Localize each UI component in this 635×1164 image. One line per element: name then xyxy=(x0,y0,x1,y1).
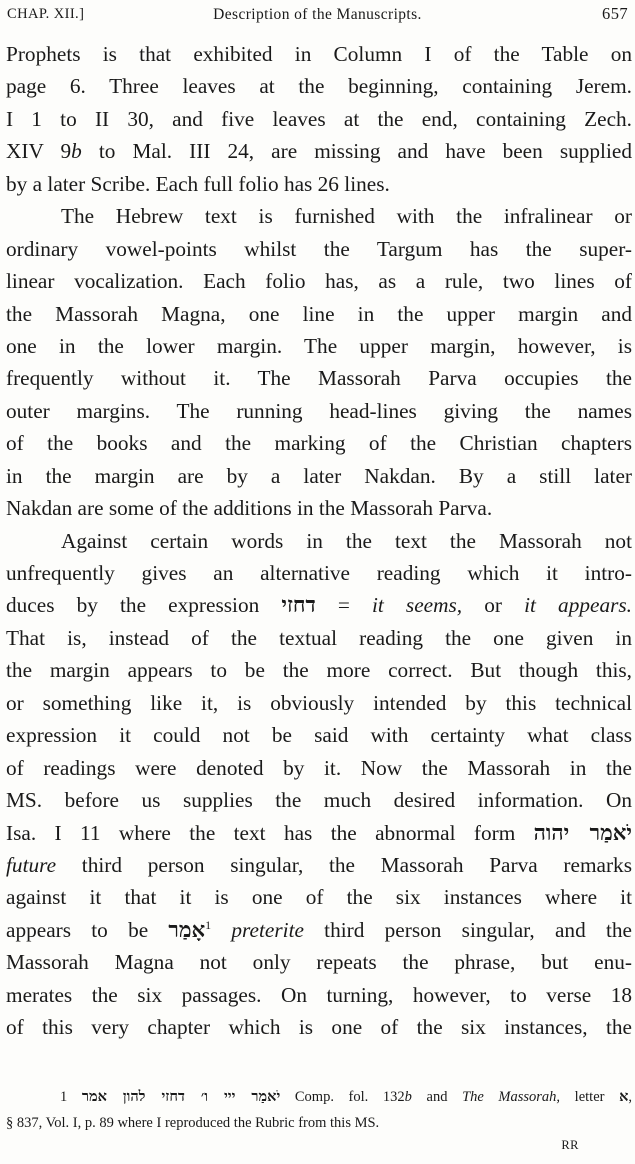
text-run: 1 xyxy=(60,1089,82,1105)
text-run: one in the lower margin. The upper margin, however, is xyxy=(6,333,632,358)
text-run: or something like it, is obviously intended by this technical xyxy=(6,690,632,715)
text-run: That is, instead of the textual reading the one given in xyxy=(6,625,632,650)
text-run xyxy=(211,918,231,942)
text-run: in the margin are by a later Nakdan. By a still later xyxy=(6,463,632,488)
text-run: Isa. I 11 where the text has the abnormal form xyxy=(6,820,534,845)
running-title: Description of the Manuscripts. xyxy=(213,6,422,23)
text-run: = xyxy=(315,593,372,618)
text-run: duces by the expression xyxy=(6,593,282,618)
text-line xyxy=(6,298,632,330)
text-run: merates the six passages. On turning, however, to verse 18 xyxy=(6,982,632,1007)
hebrew-text: יֹאמַר ייי ו׳ דחזי להון אמר xyxy=(81,1088,281,1105)
body-text xyxy=(6,38,632,1044)
text-run: Massorah Magna not only repeats the phrase, but enu- xyxy=(6,950,632,975)
text-run: or xyxy=(462,593,525,618)
text-run: letter xyxy=(560,1089,620,1105)
text-line xyxy=(6,427,632,459)
text-line xyxy=(6,752,632,784)
text-run: Comp. fol. 132 xyxy=(280,1089,405,1105)
text-run: by a later Scribe. Each full folio has 26 lines. xyxy=(6,171,390,196)
text-run: future xyxy=(6,852,57,877)
running-header xyxy=(0,0,635,34)
text-run: it appears. xyxy=(524,593,633,618)
text-line xyxy=(6,362,632,394)
text-line xyxy=(6,70,632,102)
text-line xyxy=(6,979,632,1011)
text-line xyxy=(6,265,632,297)
text-run: page 6. Three leaves at the beginning, containing Jerem. xyxy=(6,74,632,99)
text-run: Prophets is that exhibited in Column I of the Table on xyxy=(6,42,632,66)
text-run: third person singular, the Massorah Parva remarks xyxy=(56,852,632,877)
text-run: outer margins. The running head-lines giving the names xyxy=(6,398,632,423)
text-run: The Massorah, xyxy=(462,1089,561,1105)
text-line xyxy=(6,168,632,200)
text-line xyxy=(6,881,632,913)
text-run: of this very chapter which is one of the six instances, the xyxy=(6,1015,632,1040)
text-line xyxy=(6,622,632,654)
text-run: b xyxy=(71,139,82,164)
text-run: third person singular, and the xyxy=(303,917,632,942)
text-run: , xyxy=(628,1089,633,1105)
footnotes xyxy=(6,1084,632,1136)
text-run: I 1 to II 30, and five leaves at the end, containing Zech. xyxy=(6,106,632,131)
text-line xyxy=(6,817,632,849)
text-line xyxy=(6,330,632,362)
text-line xyxy=(6,460,632,492)
chapter-label: CHAP. XII.] xyxy=(7,6,85,22)
text-run: § 837, Vol. I, p. 89 where I reproduced the Rubric from this MS. xyxy=(6,1115,380,1131)
text-run: of readings were denoted by it. Now the Massorah in the xyxy=(6,755,632,780)
text-line xyxy=(6,946,632,978)
footnote-ref: 1 xyxy=(205,917,212,932)
text-line xyxy=(6,557,632,589)
hebrew-text: דחזי xyxy=(281,593,316,619)
text-run: preterite xyxy=(231,917,304,942)
text-run: and xyxy=(411,1089,463,1105)
hebrew-text: אָמַר xyxy=(168,917,206,943)
page-number: 657 xyxy=(602,4,628,23)
text-run: b xyxy=(404,1089,412,1105)
text-line xyxy=(6,914,632,946)
text-line xyxy=(6,654,632,686)
text-run: the Massorah Magna, one line in the upper margin and xyxy=(6,301,632,326)
text-run: the margin appears to be the more correct. But though this, xyxy=(6,658,632,683)
text-run: XIV 9 xyxy=(6,139,72,164)
text-run: Nakdan are some of the additions in the Massorah Parva. xyxy=(6,496,493,521)
text-line xyxy=(6,784,632,816)
text-line xyxy=(6,38,632,70)
text-run: The Hebrew text is furnished with the infralinear or xyxy=(61,204,632,229)
text-line xyxy=(6,525,632,557)
text-run: linear vocalization. Each folio has, as a rule, two lines of xyxy=(6,269,632,294)
text-run: appears to be xyxy=(6,917,169,942)
text-line xyxy=(6,589,632,621)
text-line xyxy=(6,233,632,265)
signature-mark: RR xyxy=(561,1138,579,1152)
text-run: to Mal. III 24, are missing and have been supplied xyxy=(81,139,632,164)
text-run: expression it could not be said with certainty what class xyxy=(6,723,632,748)
text-run: of the books and the marking of the Christian chapters xyxy=(6,431,632,456)
text-run: it seems, xyxy=(371,593,463,618)
text-run: Against certain words in the text the Massorah not xyxy=(61,528,632,553)
hebrew-text: א xyxy=(619,1088,629,1105)
footnote-line xyxy=(6,1084,632,1110)
text-run: frequently without it. The Massorah Parva occupies the xyxy=(6,366,632,391)
footnote-line xyxy=(6,1110,632,1136)
text-line xyxy=(6,200,632,232)
text-line xyxy=(6,719,632,751)
text-run: unfrequently gives an alternative reading which it intro- xyxy=(6,561,632,585)
text-line xyxy=(6,849,632,881)
text-run: ordinary vowel-points whilst the Targum has the super- xyxy=(6,236,632,261)
text-line xyxy=(6,687,632,719)
text-line xyxy=(6,395,632,427)
text-line xyxy=(6,103,632,135)
text-line xyxy=(6,135,632,167)
text-run: MS. before us supplies the much desired information. On xyxy=(6,788,632,813)
text-line xyxy=(6,492,632,524)
text-run: against it that it is one of the six instances where it xyxy=(6,885,632,910)
text-line xyxy=(6,1011,632,1043)
hebrew-text: יֹאמַר יהוה xyxy=(533,820,632,846)
